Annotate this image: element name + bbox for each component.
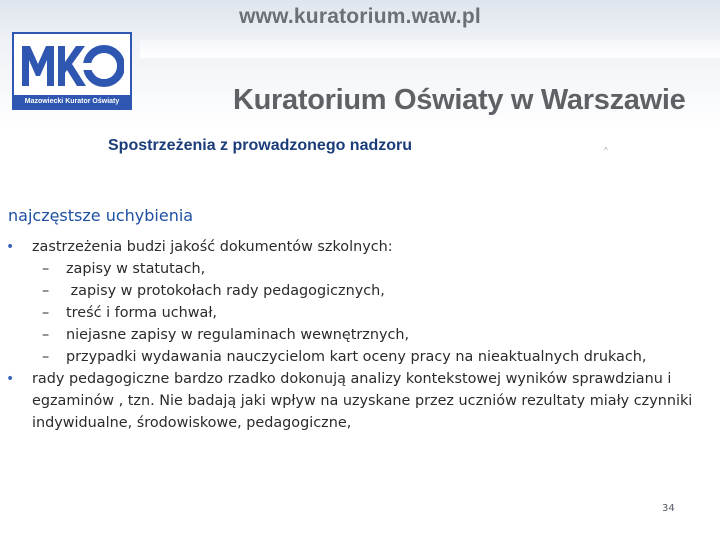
sub-item <box>6 280 696 302</box>
decorative-mark: ^ <box>604 146 608 155</box>
page-number: 34 <box>662 503 675 514</box>
website-url[interactable]: www.kuratorium.waw.pl <box>239 5 481 28</box>
bullet-item <box>6 368 696 434</box>
dash-icon: – <box>42 305 50 321</box>
bullet-text: zastrzeżenia budzi jakość dokumentów szkolnych: <box>32 239 393 255</box>
sub-item-text: zapisy w protokołach rady pedagogicznych, <box>66 283 385 299</box>
slide-subtitle: Spostrzeżenia z prowadzonego nadzoru <box>108 137 413 154</box>
sub-item-text: niejasne zapisy w regulaminach wewnętrznych, <box>66 327 410 343</box>
sub-item <box>6 302 696 324</box>
bullet-icon: • <box>6 239 15 255</box>
slide-content <box>6 236 696 434</box>
bullet-text: rady pedagogiczne bardzo rzadko dokonują analizy kontekstowej wyników sprawdzianu i egzaminów , tzn. Nie badają jaki wpływ na uzyskane przez uczniów rezultaty miały czynniki indywidualne, środowiskowe, pedagogiczne, <box>32 371 693 431</box>
section-heading: najczęstsze uchybienia <box>8 206 194 225</box>
sub-item <box>6 324 696 346</box>
bullet-icon: • <box>6 371 15 387</box>
dash-icon: – <box>42 327 50 343</box>
organization-title: Kuratorium Oświaty w Warszawie <box>233 84 686 116</box>
sub-item-text: zapisy w statutach, <box>66 261 206 277</box>
url-band <box>140 40 720 58</box>
sub-item-text: treść i forma uchwał, <box>66 305 218 321</box>
bullet-item <box>6 236 696 258</box>
sub-item-text: przypadki wydawania nauczycielom kart oceny pracy na nieaktualnych drukach, <box>66 349 647 365</box>
dash-icon: – <box>42 261 50 277</box>
logo-caption: Mazowiecki Kurator Oświaty <box>14 95 130 108</box>
header-banner <box>0 0 720 132</box>
dash-icon: – <box>42 349 50 365</box>
mko-logo <box>12 32 132 110</box>
sub-item <box>6 346 696 368</box>
dash-icon: – <box>42 283 50 299</box>
mko-logo-icon <box>20 40 124 90</box>
sub-item <box>6 258 696 280</box>
